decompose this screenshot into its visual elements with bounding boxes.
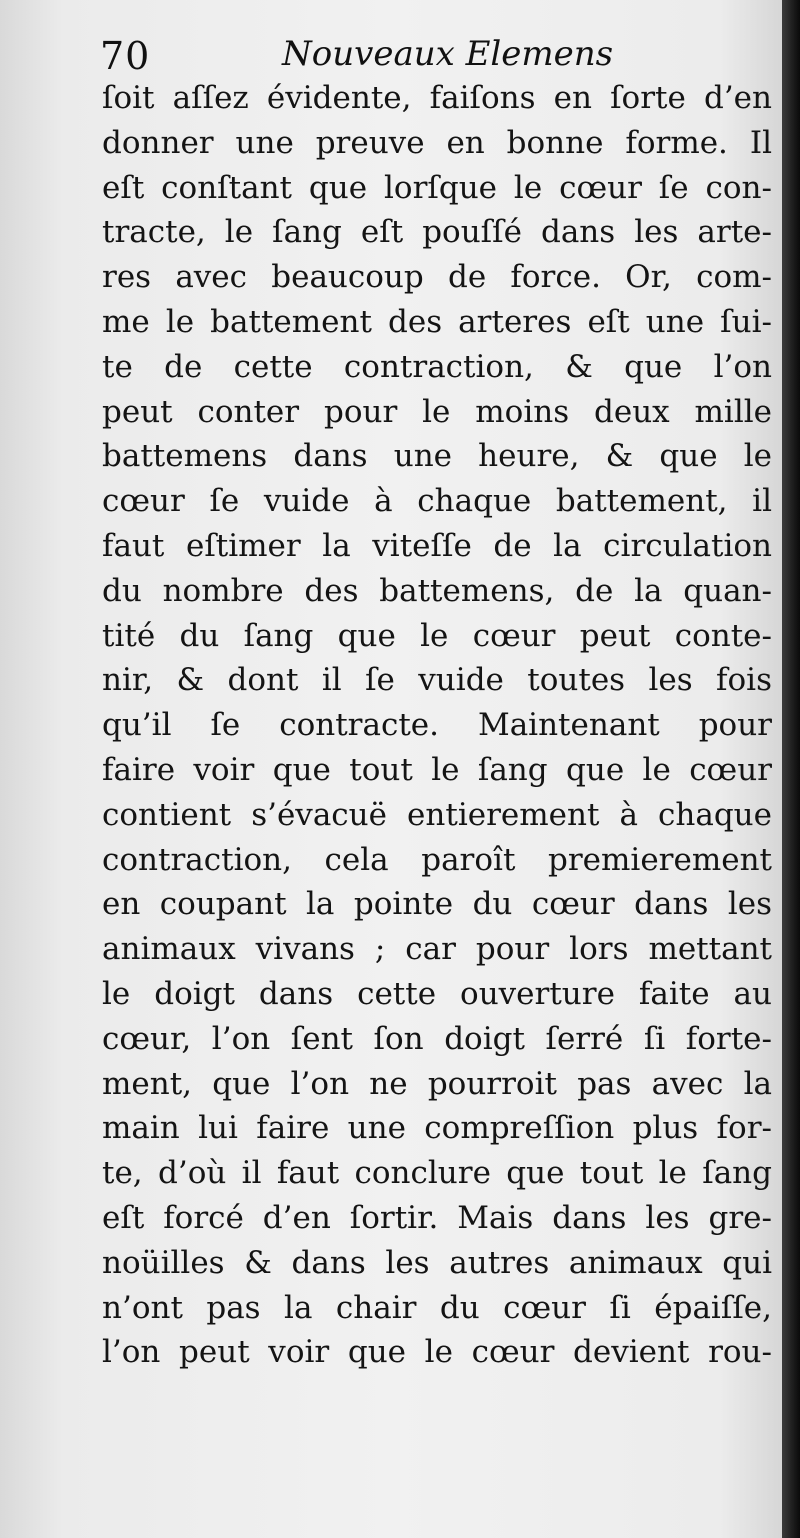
text-line: battemens dans une heure, & que le xyxy=(102,438,772,475)
text-line: en coupant la pointe du cœur dans les xyxy=(102,886,772,923)
text-line: res avec beaucoup de force. Or, com- xyxy=(102,259,772,296)
text-line: noüilles & dans les autres animaux qui xyxy=(102,1244,772,1281)
text-line: contraction, cela paroît premierement xyxy=(102,841,772,878)
text-line: animaux vivans ; car pour lors mettant xyxy=(102,931,772,968)
text-line: n’ont pas la chair du cœur ſi épaiſſe, xyxy=(102,1289,772,1326)
body-text xyxy=(102,76,772,1375)
page-number: 70 xyxy=(100,34,151,78)
text-line: tité du ſang que le cœur peut conte- xyxy=(102,617,772,654)
page-edge-shadow xyxy=(782,0,800,1538)
text-line: faut eſtimer la viteſſe de la circulation xyxy=(102,527,772,564)
text-line: main lui faire une compreſſion plus for- xyxy=(102,1110,772,1147)
text-line: te de cette contraction, & que l’on xyxy=(102,348,772,385)
text-line: nir, & dont il ſe vuide toutes les fois xyxy=(102,662,772,699)
text-line: eſt forcé d’en ſortir. Mais dans les gre- xyxy=(102,1199,772,1236)
text-line: qu’il ſe contracte. Maintenant pour xyxy=(102,707,772,744)
text-line: faire voir que tout le ſang que le cœur xyxy=(102,751,772,788)
text-line: peut conter pour le moins deux mille xyxy=(102,393,772,430)
text-line: du nombre des battemens, de la quan- xyxy=(102,572,772,609)
page-header xyxy=(100,28,620,80)
text-line: tracte, le ſang eſt pouſſé dans les arte- xyxy=(102,214,772,251)
text-line: donner une preuve en bonne forme. Il xyxy=(102,124,772,161)
text-line: me le battement des arteres eſt une ſui- xyxy=(102,303,772,340)
text-line: cœur ſe vuide à chaque battement, il xyxy=(102,483,772,520)
text-line: contient s’évacuë entierement à chaque xyxy=(102,796,772,833)
text-line: ment, que l’on ne pourroit pas avec la xyxy=(102,1065,772,1102)
text-line: eſt conſtant que lorſque le cœur ſe con- xyxy=(102,169,772,206)
text-line: l’on peut voir que le cœur devient rou- xyxy=(102,1334,772,1371)
text-line: te, d’où il faut conclure que tout le ſang xyxy=(102,1155,772,1192)
text-line: ſoit aſſez évidente, faiſons en ſorte d’en xyxy=(102,80,772,116)
running-title: Nouveaux Elemens xyxy=(282,34,614,74)
text-line: cœur, l’on ſent ſon doigt ſerré ſi forte- xyxy=(102,1020,772,1057)
text-line: le doigt dans cette ouverture faite au xyxy=(102,975,772,1012)
